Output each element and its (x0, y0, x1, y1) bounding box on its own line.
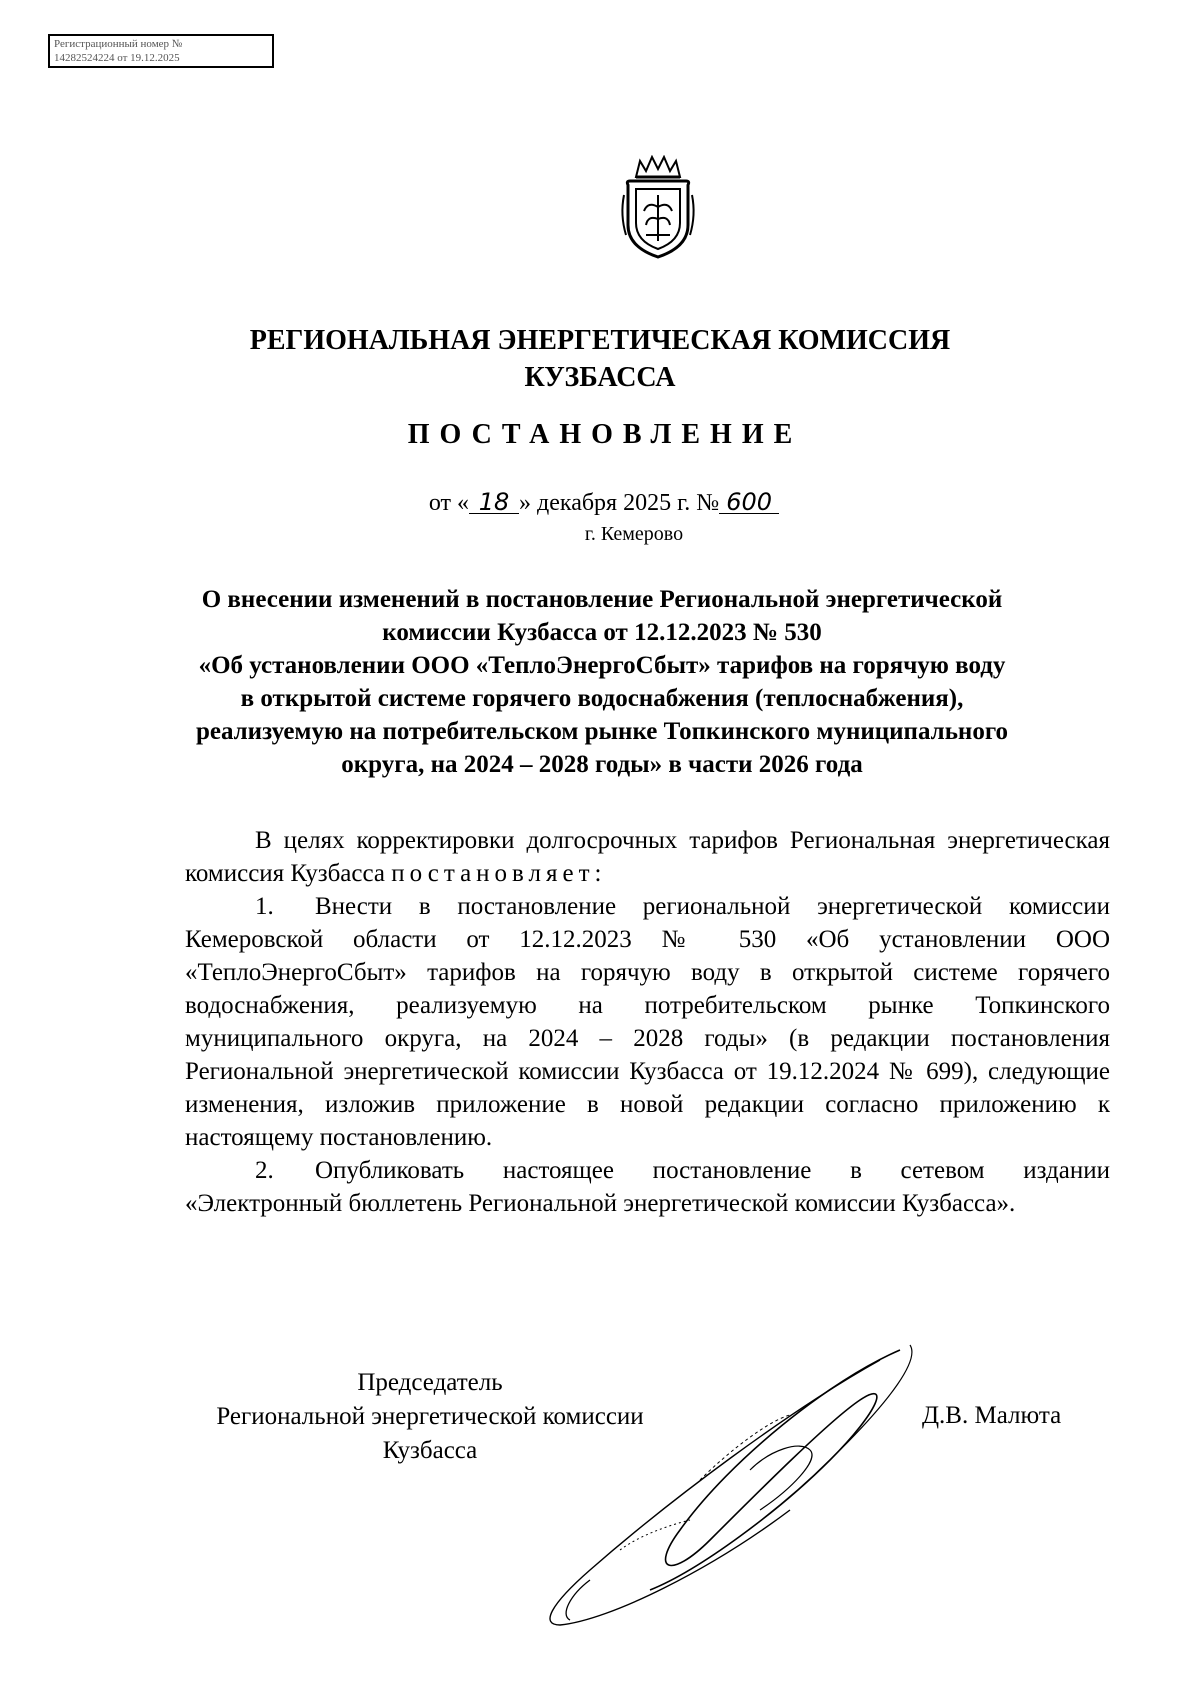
signatory-position-line1: Председатель (357, 1369, 503, 1396)
organization-title-line1: РЕГИОНАЛЬНАЯ ЭНЕРГЕТИЧЕСКАЯ КОМИССИЯ (249, 325, 951, 356)
document-city: г. Кемерово (584, 523, 684, 545)
organization-title-line2: КУЗБАССА (524, 362, 676, 393)
item-1-paragraph (185, 890, 1110, 1154)
registration-label: Регистрационный номер № (54, 38, 183, 50)
date-prefix: от « (428, 490, 470, 516)
item-2-text: Опубликовать настоящее постановление в сетевом издании «Электронный бюллетень Региональной энергетической комиссии Кузбасса». (185, 1157, 1110, 1217)
intro-verb: постановляет: (391, 860, 607, 887)
signatory-position-line2: Региональной энергетической комиссии (216, 1403, 644, 1430)
intro-text: В целях корректировки долгосрочных тарифов Региональная энергетическая комиссия Кузбасса (185, 827, 1110, 887)
subject-line: О внесении изменений в постановление Региональной энергетической (201, 586, 1003, 613)
registration-stamp (48, 34, 274, 68)
subject-line: округа, на 2024 – 2028 годы» в части 2026 года (341, 751, 863, 778)
item-1-number: 1. (255, 893, 274, 920)
subject-line: реализуемую на потребительском рынке Топкинского муниципального (195, 718, 1009, 745)
subject-line: комиссии Кузбасса от 12.12.2023 № 530 (382, 619, 822, 646)
registration-number: 14282524224 от 19.12.2025 (54, 52, 180, 64)
handwritten-signature (530, 1320, 990, 1640)
document-type: ПОСТАНОВЛЕНИЕ (407, 419, 803, 450)
coat-of-arms-icon (618, 155, 698, 260)
signatory-name: Д.В. Малюта (922, 1402, 1062, 1429)
document-body (185, 824, 1110, 1220)
date-day-handwritten: 18 (469, 491, 519, 514)
item-1-text: Внести в постановление региональной энергетической комиссии Кемеровской области от 12.12.2023 № 530 «Об установлении ООО «ТеплоЭнергоСбыт» тарифов на горячую воду в открытой системе горячего водоснабжения, реализуемую на потребительском рынке Топкинского муниципального округа, на 2024 – 2028 годы» (в редакции постановления Региональной энергетической комиссии Кузбасса от 19.12.2024 № 699), следующие изменения, изложив приложение в новой редакции согласно приложению к настоящему постановлению. (185, 893, 1110, 1151)
signatory-position-line3: Кузбасса (382, 1437, 478, 1464)
item-2-number: 2. (255, 1157, 274, 1184)
document-number-handwritten: 600 (719, 491, 779, 514)
intro-paragraph (185, 824, 1110, 890)
subject-line: «Об установлении ООО «ТеплоЭнергоСбыт» тарифов на горячую воду (198, 652, 1006, 679)
subject-line: в открытой системе горячего водоснабжения (теплоснабжения), (240, 685, 964, 712)
document-subject (0, 583, 1200, 781)
document-date-line (0, 488, 1200, 518)
item-2-paragraph (185, 1154, 1110, 1220)
date-middle: » декабря 2025 г. № (519, 490, 720, 516)
organization-title (0, 322, 1200, 396)
